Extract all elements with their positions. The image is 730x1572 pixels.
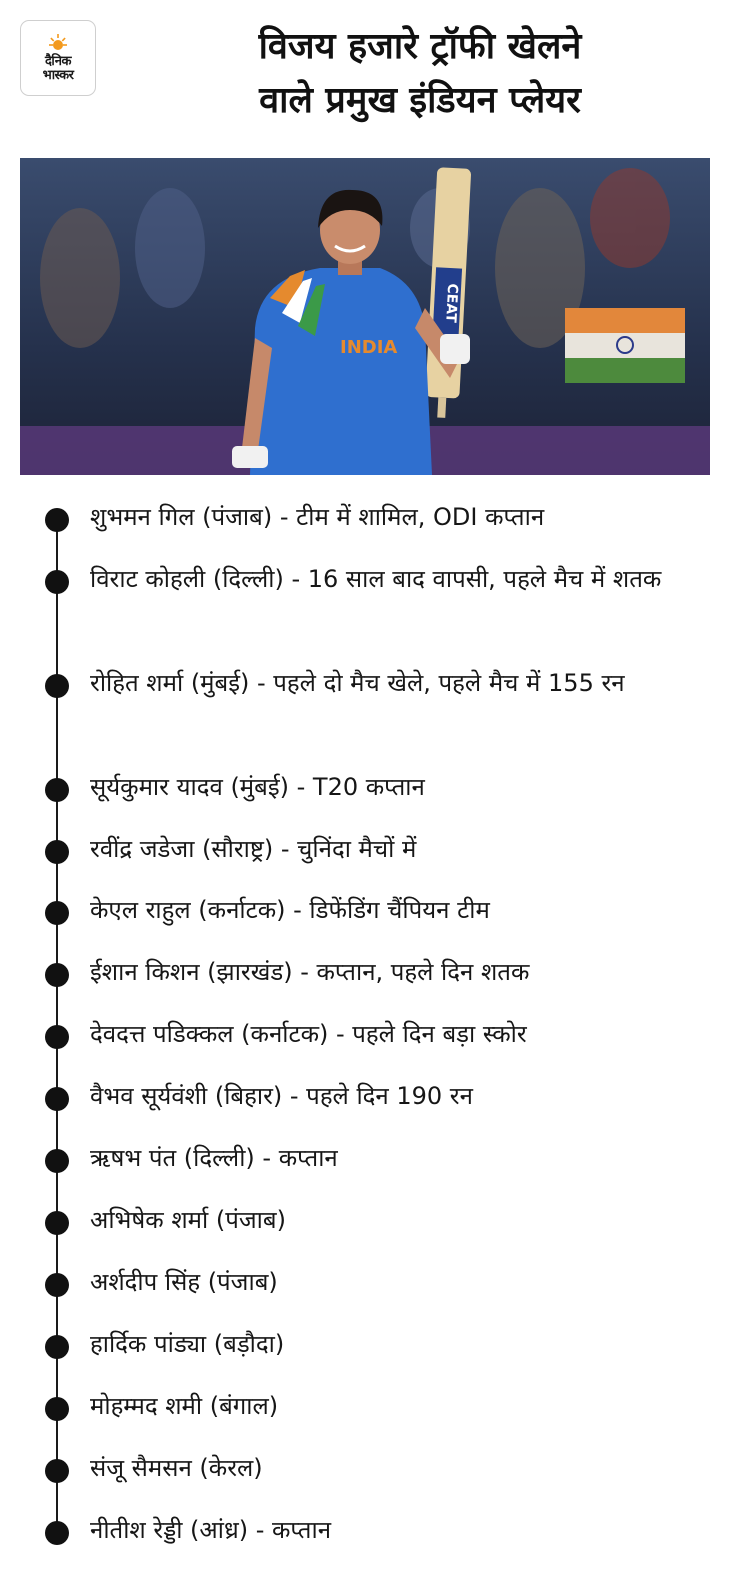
player-entry: रोहित शर्मा (मुंबई) - पहले दो मैच खेले, पहले मैच में 155 रन [90, 669, 625, 697]
bullet-icon [45, 1149, 69, 1173]
bullet-icon [45, 1025, 69, 1049]
player-entry: विराट कोहली (दिल्ली) - 16 साल बाद वापसी, पहले मैच में शतक [90, 565, 662, 593]
bullet-icon [45, 778, 69, 802]
logo-text-line2: भास्कर [42, 68, 74, 83]
bullet-icon [45, 1459, 69, 1483]
player-photo [20, 158, 710, 475]
player-photo-illustration [20, 158, 710, 475]
bullet-icon [45, 508, 69, 532]
bullet-icon [45, 1273, 69, 1297]
bullet-icon [45, 1211, 69, 1235]
player-entry: अर्शदीप सिंह (पंजाब) [90, 1268, 278, 1296]
bullet-icon [45, 901, 69, 925]
bullet-icon [45, 840, 69, 864]
bullet-icon [45, 1397, 69, 1421]
bullet-icon [45, 963, 69, 987]
player-entry: देवदत्त पडिक्कल (कर्नाटक) - पहले दिन बड़ा स्कोर [90, 1020, 527, 1048]
dainik-bhaskar-logo [20, 20, 96, 96]
bat-brand: CEAT [442, 283, 461, 324]
player-entry: नीतीश रेड्डी (आंध्र) - कप्तान [90, 1516, 332, 1544]
bullet-icon [45, 1087, 69, 1111]
player-entry: शुभमन गिल (पंजाब) - टीम में शामिल, ODI कप्तान [90, 503, 545, 531]
jersey-text: INDIA [340, 337, 398, 358]
logo-text-line1: दैनिक [45, 54, 71, 69]
player-entry: ऋषभ पंत (दिल्ली) - कप्तान [90, 1144, 338, 1172]
title-line-2: वाले प्रमुख इंडियन प्लेयर [259, 80, 581, 121]
bullet-icon [45, 1521, 69, 1545]
page-title [120, 20, 720, 128]
player-entry: सूर्यकुमार यादव (मुंबई) - T20 कप्तान [90, 773, 425, 801]
bullet-icon [45, 1335, 69, 1359]
player-entry: हार्दिक पांड्या (बड़ौदा) [90, 1330, 285, 1358]
player-entry: संजू सैमसन (केरल) [90, 1454, 263, 1482]
sun-icon [48, 33, 68, 53]
player-entry: मोहम्मद शमी (बंगाल) [90, 1392, 279, 1420]
player-entry: केएल राहुल (कर्नाटक) - डिफेंडिंग चैंपियन टीम [90, 896, 490, 924]
player-entry: अभिषेक शर्मा (पंजाब) [90, 1206, 286, 1234]
bullet-icon [45, 570, 69, 594]
player-entry: वैभव सूर्यवंशी (बिहार) - पहले दिन 190 रन [90, 1082, 473, 1110]
player-entry: रवींद्र जडेजा (सौराष्ट्र) - चुनिंदा मैचों में [90, 835, 417, 863]
bullet-icon [45, 674, 69, 698]
title-line-1: विजय हजारे ट्रॉफी खेलने [258, 26, 582, 67]
player-entry: ईशान किशन (झारखंड) - कप्तान, पहले दिन शतक [90, 958, 530, 986]
